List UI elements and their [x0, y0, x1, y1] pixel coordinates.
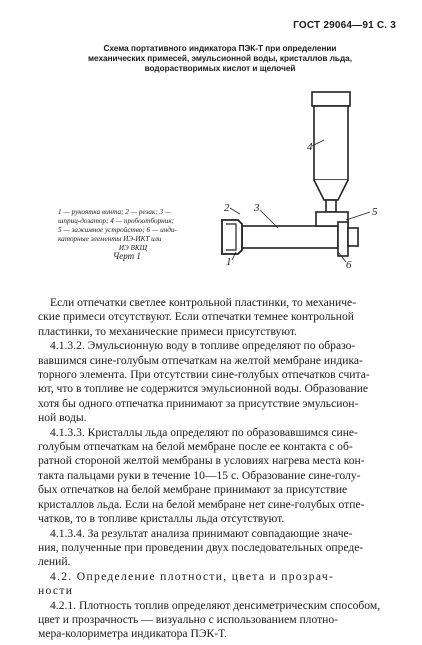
paragraph-line: мера-колориметра индикатора ПЭК-Т. — [38, 627, 227, 641]
figure-title-line: механических примесей, эмульсионной воды, кристаллов льда, — [88, 54, 352, 63]
paragraph-line: кристаллов льда. Если на белой мембране нет сине-голубых отпе- — [38, 497, 365, 511]
legend-line: шприц-дозатор; 4 — пробоотборник; — [58, 217, 175, 225]
figure-legend — [58, 208, 208, 253]
paragraph-line: ной воды. — [38, 411, 87, 425]
legend-line: 5 — зажимное устройство; 6 — инди- — [58, 226, 177, 234]
syringe-body — [242, 226, 338, 248]
legend-line: ИЭ ВКЩ — [118, 244, 148, 252]
sampler-cap — [312, 92, 350, 106]
paragraph-line: ратной стороной желтой мембраны в условиях нагрева места кон- — [38, 454, 365, 468]
callout-6: 6 — [346, 259, 352, 271]
paragraph-line: ют, что в топливе не содержится эмульсионной воды. Образование — [38, 382, 369, 396]
callout-1: 1 — [226, 256, 232, 268]
syringe-tip — [348, 228, 358, 246]
figure-caption: Черт 1 — [113, 251, 141, 261]
paragraph-line: бых отпечатков на белой мембране принимают за присутствие — [38, 483, 348, 497]
figure-title — [70, 44, 370, 74]
page-header: ГОСТ 29064—91 С. 3 — [293, 20, 396, 31]
paragraph-line: ские примеси отсутствуют. Если отпечатки темнее контрольной — [38, 310, 354, 324]
paragraph-line: 4.1.3.2. Эмульсионную воду в топливе определяют по образо- — [50, 339, 356, 353]
section-heading: 4.2. Определение плотности, цвета и прозрач- — [50, 569, 335, 583]
callout-2: 2 — [224, 202, 230, 214]
leader-5 — [346, 212, 370, 220]
paragraph-line: вавшимся сине-голубым отпечаткам на желтой мембране индика- — [38, 353, 363, 367]
sampler-body — [314, 106, 348, 180]
paragraph-line: хотя бы одного отпечатка принимают за присутствие эмульсион- — [38, 396, 359, 410]
body-text — [38, 296, 400, 642]
screw-handle — [222, 220, 242, 254]
indicator-drawing — [220, 88, 390, 273]
leader-2 — [230, 208, 240, 214]
sampler-cone — [314, 180, 348, 200]
paragraph-line: Если отпечатки светлее контрольной пластинки, то механиче- — [50, 296, 357, 309]
callout-4: 4 — [307, 141, 313, 153]
paragraph-line: пластинки, то механические примеси присутствуют. — [38, 324, 297, 338]
paragraph-line: торного элемента. При отсутствии сине-голубых отпечатков счита- — [38, 368, 370, 382]
paragraph-line: 4.1.3.3. Кристаллы льда определяют по образовавшимся сине- — [50, 425, 358, 439]
figure-title-line: Схема портативного индикатора ПЭК-Т при определении — [103, 44, 337, 53]
paragraph-line: голубым отпечаткам на белой мембране после ее контакта с об- — [38, 440, 353, 454]
legend-line: каторные элементы ИЭ-ИКТ или — [58, 235, 162, 243]
paragraph-line: ния, полученные при проведении двух последовательных опреде- — [38, 540, 364, 554]
paragraph-line: 4.2.1. Плотность топлив определяют денсиметрическим способом, цвет и прозрачность — визуально с использованием плотно- — [38, 598, 381, 626]
figure-title-line: водорастворимых кислот и щелочей — [144, 64, 296, 73]
paragraph-line: 4.1.3.4. За результат анализа принимают совпадающие значе- — [50, 526, 353, 540]
section-heading: ности — [38, 584, 74, 598]
paragraph-line: лений. — [38, 555, 71, 569]
sampler-neck — [326, 200, 336, 212]
legend-line: 1 — рукоятка винта; 2 — резак; 3 — — [58, 208, 172, 216]
paragraph-line: чатков, то в топливе кристаллы льда отсутствуют. — [38, 512, 285, 526]
clamp-lower — [338, 222, 348, 256]
callout-5: 5 — [372, 206, 378, 218]
callout-3: 3 — [254, 202, 260, 214]
paragraph-line: такта пальцами руки в течение 10—15 с. Образование сине-голу- — [38, 468, 361, 482]
